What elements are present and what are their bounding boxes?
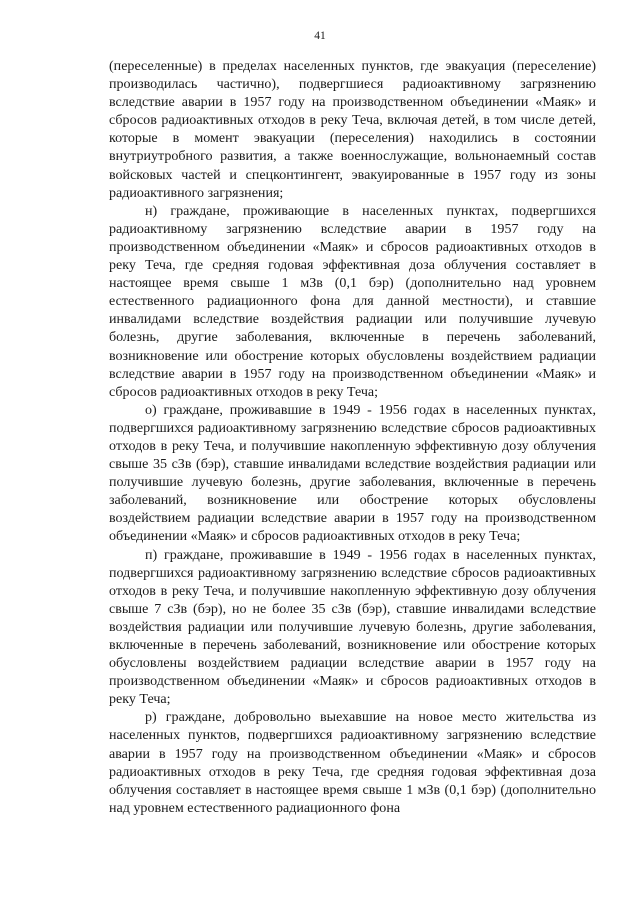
document-body bbox=[109, 57, 596, 817]
paragraph-item-p: п) граждане, проживавшие в 1949 - 1956 годах в населенных пунктах, подвергшихся радиоактивному загрязнению вследствие сбросов радиоактивных отходов в реку Теча, и получившие накопленную эффективную дозу облучения свыше 7 сЗв (бэр), но не более 35 сЗв (бэр), ставшие инвалидами вследствие воздействия радиации или получившие лучевую болезнь, другие заболевания, включенные в перечень заболеваний, возникновение или обострение которых обусловлены воздействием радиации вследствие аварии в 1957 году на производственном объединении «Маяк» и сбросов радиоактивных отходов в реку Теча; bbox=[109, 546, 596, 708]
page-number: 41 bbox=[314, 30, 326, 42]
paragraph-item-r: р) граждане, добровольно выехавшие на новое место жительства из населенных пунктов, подвергшихся радиоактивному загрязнению вследствие аварии в 1957 году на производственном объединении «Маяк» и сбросов радиоактивных отходов в реку Теча, где средняя годовая эффективная доза облучения составляет в настоящее время свыше 1 мЗв (0,1 бэр) (дополнительно над уровнем естественного радиационного фона bbox=[109, 709, 596, 816]
paragraph-continuation: (переселенные) в пределах населенных пунктов, где эвакуация (переселение) производилась частично), подвергшиеся радиоактивному загрязнению вследствие аварии в 1957 году на производственном объединении «Маяк» и сбросов радиоактивных отходов в реку Теча, включая детей, в том числе детей, которые в момент эвакуации (переселения) находились в состоянии внутриутробного развития, а также военнослужащие, вольнонаемный состав войсковых частей и спецконтингент, эвакуированные в 1957 году из зоны радиоактивного загрязнения; bbox=[109, 58, 596, 201]
paragraph-item-n: н) граждане, проживающие в населенных пунктах, подвергшихся радиоактивному загрязнению вследствие аварии в 1957 году на производственном объединении «Маяк» и сбросов радиоактивных отходов в реку Теча, где средняя годовая эффективная доза облучения составляет в настоящее время свыше 1 мЗв (0,1 бэр) (дополнительно над уровнем естественного радиационного фона для данной местности), и ставшие инвалидами вследствие воздействия радиации или получившие лучевую болезнь, другие заболевания, включенные в перечень заболеваний, возникновение или обострение которых обусловлены воздействием радиации вследствие аварии в 1957 году на производственном объединении «Маяк» и сбросов радиоактивных отходов в реку Теча; bbox=[109, 202, 596, 400]
paragraph-item-o: о) граждане, проживавшие в 1949 - 1956 годах в населенных пунктах, подвергшихся радиоактивному загрязнению вследствие сбросов радиоактивных отходов в реку Теча, и получившие накопленную эффективную дозу облучения свыше 35 сЗв (бэр), ставшие инвалидами вследствие воздействия радиации или получившие лучевую болезнь, другие заболевания, включенные в перечень заболеваний, возникновение или обострение которых обусловлены воздействием радиации вследствие аварии в 1957 году на производственном объединении «Маяк» и сбросов радиоактивных отходов в реку Теча; bbox=[109, 401, 596, 545]
